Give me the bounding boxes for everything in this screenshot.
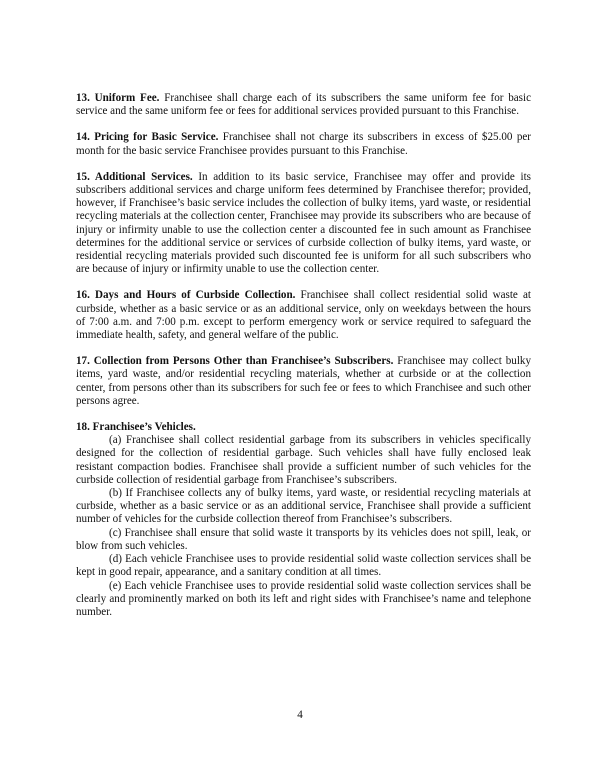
subparagraph-e: (e) Each vehicle Franchisee uses to provide residential solid waste collection services shall be clearly and prominently marked on both its left and right sides with Franchisee’s name and telephone number. (76, 579, 531, 618)
section-heading: 16. Days and Hours of Curbside Collection. (76, 289, 296, 302)
section-heading: 13. Uniform Fee. (76, 92, 160, 104)
section-paragraph (76, 355, 531, 408)
section-heading: 17. Collection from Persons Other than Franchisee’s Subscribers. (76, 355, 394, 368)
section-text: Franchisee shall charge each of its subscribers the same uniform fee for basic service and the same uniform fee or fees for additional services provided pursuant to this Franchise. (76, 92, 531, 118)
section-15-additional-services (76, 171, 531, 277)
section-17-collection-other-persons (76, 355, 531, 408)
section-paragraph (76, 92, 531, 118)
section-text: In addition to its basic service, Franchisee may offer and provide its subscribers additional services and charge uniform fees determined by Franchisee therefor; provided, however, if Franchisee’s basic service includes the collection of bulky items, yard waste, or residential recycling materials at the collection center, Franchisee may provide its subscribers who are because of injury or infirmity unable to use the collection center a discounted fee in such amount as Franchisee determines for the additional service or services of curbside collection of bulky items, yard waste, or residential recycling materials provided such discounted fee is uniform for all such subscribers who are because of injury or infirmity unable to use the collection center. (76, 170, 531, 276)
section-heading: 15. Additional Services. (76, 170, 193, 183)
document-body (76, 92, 531, 632)
subparagraph-b: (b) If Franchisee collects any of bulky items, yard waste, or residential recycling materials at curbside, whether as a basic service or as an additional service, Franchisee shall provide a sufficient number of vehicles for the curbside collection thereof from Franchisee’s subscribers. (76, 487, 531, 526)
section-14-pricing-basic-service (76, 131, 531, 157)
section-text: Franchisee shall collect residential solid waste at curbside, whether as a basic service or as an additional service, only on weekdays between the hours of 7:00 a.m. and 7:00 p.m. except to perform emergency work or service required to safeguard the immediate health, safety, and general welfare of the public. (76, 289, 531, 342)
subparagraph-a: (a) Franchisee shall collect residential garbage from its subscribers in vehicles specifically designed for the collection of residential garbage. Such vehicles shall have fully enclosed leak resistant compaction bodies. Franchisee shall provide a sufficient number of such vehicles for the curbside collection of residential garbage from Franchisee’s subscribers. (76, 434, 531, 486)
page-number: 4 (297, 709, 303, 721)
subparagraph-d: (d) Each vehicle Franchisee uses to provide residential solid waste collection services shall be kept in good repair, appearance, and a sanitary condition at all times. (76, 553, 531, 579)
section-16-days-hours-collection (76, 289, 531, 342)
section-18-franchisee-vehicles (76, 421, 531, 619)
section-heading: 18. Franchisee’s Vehicles. (76, 421, 196, 434)
section-text: Franchisee may collect bulky items, yard waste, and/or residential recycling materials, whether at curbside or at the collection center, from persons other than its subscribers for such fee or fees to which Franchisee and such other persons agree. (76, 355, 531, 407)
subparagraph-c: (c) Franchisee shall ensure that solid waste it transports by its vehicles does not spill, leak, or blow from such vehicles. (76, 526, 531, 552)
section-heading: 14. Pricing for Basic Service. (76, 131, 219, 144)
section-paragraph (76, 289, 531, 342)
section-13-uniform-fee (76, 92, 531, 118)
section-paragraph (76, 171, 531, 277)
section-paragraph (76, 131, 531, 157)
section-text: Franchisee shall not charge its subscribers in excess of $25.00 per month for the basic service Franchisee provides pursuant to this Franchise. (76, 131, 531, 157)
